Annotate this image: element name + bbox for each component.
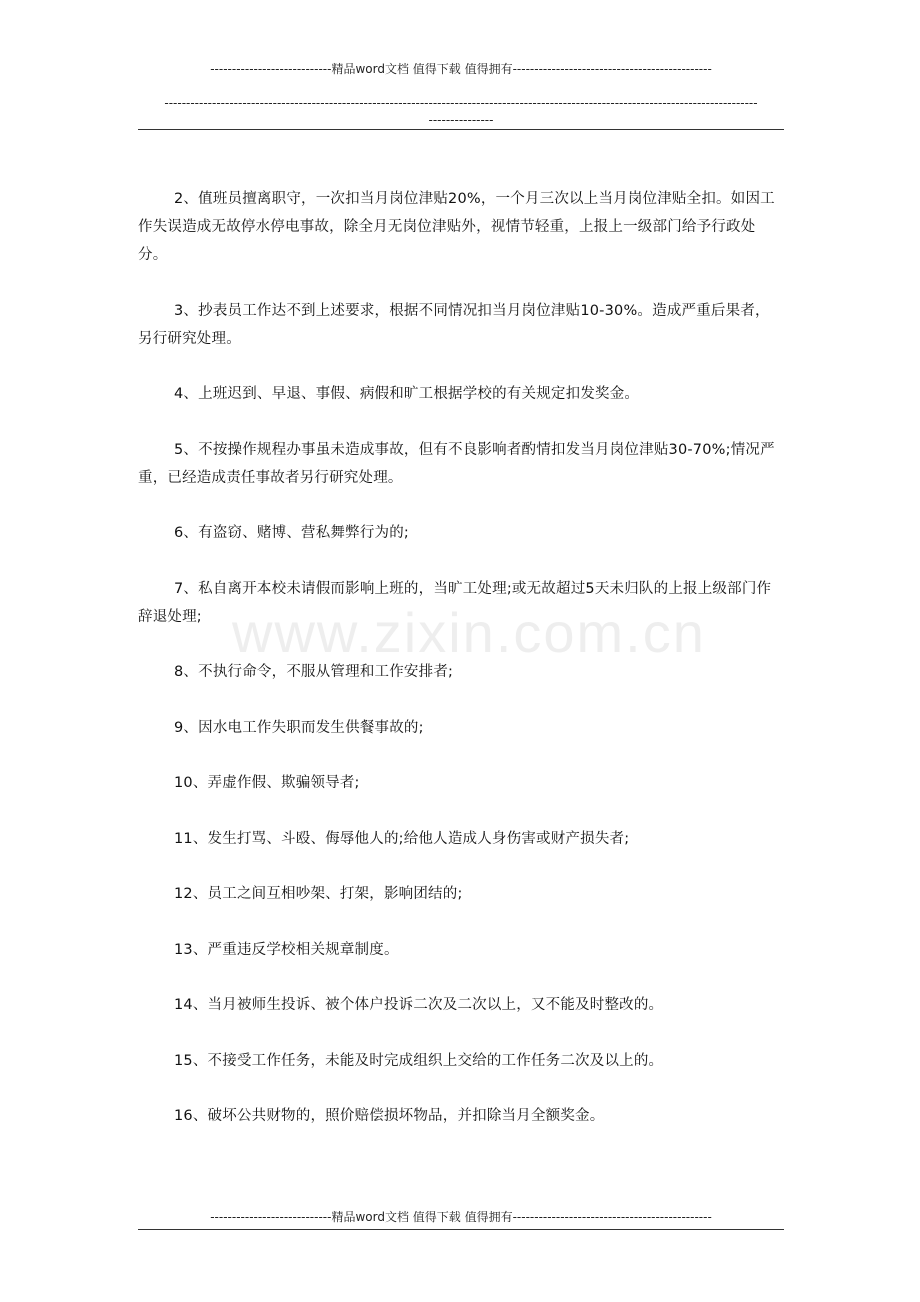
paragraph-item-16: 16、破坏公共财物的，照价赔偿损坏物品，并扣除当月全额奖金。 [174,1108,605,1124]
document-body [138,185,784,1158]
paragraph-item-6: 6、有盗窃、赌博、营私舞弊行为的; [174,525,410,541]
paragraph-item-2: 2、值班员擅离职守，一次扣当月岗位津贴20%，一个月三次以上当月岗位津贴全扣。如因工作失误造成无故停水停电事故，除全月无岗位津贴外，视情节轻重，上报上一级部门给予行政处分。 [138,191,775,263]
paragraph-item-5: 5、不按操作规程办事虽未造成事故，但有不良影响者酌情扣发当月岗位津贴30-70%;情况严重，已经造成责任事故者另行研究处理。 [138,441,775,486]
watermark: www.zixin.com.cn [232,601,706,664]
paragraph-item-13: 13、严重违反学校相关规章制度。 [174,941,399,958]
paragraph-item-3: 3、抄表员工作达不到上述要求，根据不同情况扣当月岗位津贴10-30%。造成严重后果者，另行研究处理。 [138,302,770,347]
paragraph-item-8: 8、不执行命令，不服从管理和工作安排者; [174,664,454,680]
paragraph-item-14: 14、当月被师生投诉、被个体户投诉二次及二次以上，又不能及时整改的。 [174,997,664,1013]
paragraph-item-15: 15、不接受工作任务，未能及时完成组织上交给的工作任务二次及以上的。 [174,1052,664,1069]
paragraph-item-9: 9、因水电工作失职而发生供餐事故的; [174,719,424,736]
header-rule [138,129,784,130]
header-dashes-line: ----------------------------------------------------------------------------------------------------------------------------------------- [164,96,758,110]
header-banner: ----------------------------精品word文档 值得下载 值得拥有---------------------------------------------- [210,62,712,76]
paragraph-item-12: 12、员工之间互相吵架、打架，影响团结的; [174,886,463,902]
paragraph-item-11: 11、发生打骂、斗殴、侮辱他人的;给他人造成人身伤害或财产损失者; [174,830,630,847]
header-dashes-continuation: --------------- [428,113,494,127]
paragraph-item-10: 10、弄虚作假、欺骗领导者; [174,775,360,791]
footer-rule [138,1229,784,1230]
paragraph-item-7: 7、私自离开本校未请假而影响上班的，当旷工处理;或无故超过5天未归队的上报上级部门作辞退处理; [138,580,772,625]
paragraph-item-4: 4、上班迟到、早退、事假、病假和旷工根据学校的有关规定扣发奖金。 [174,386,640,402]
footer-banner: ----------------------------精品word文档 值得下载 值得拥有---------------------------------------------- [210,1210,712,1224]
